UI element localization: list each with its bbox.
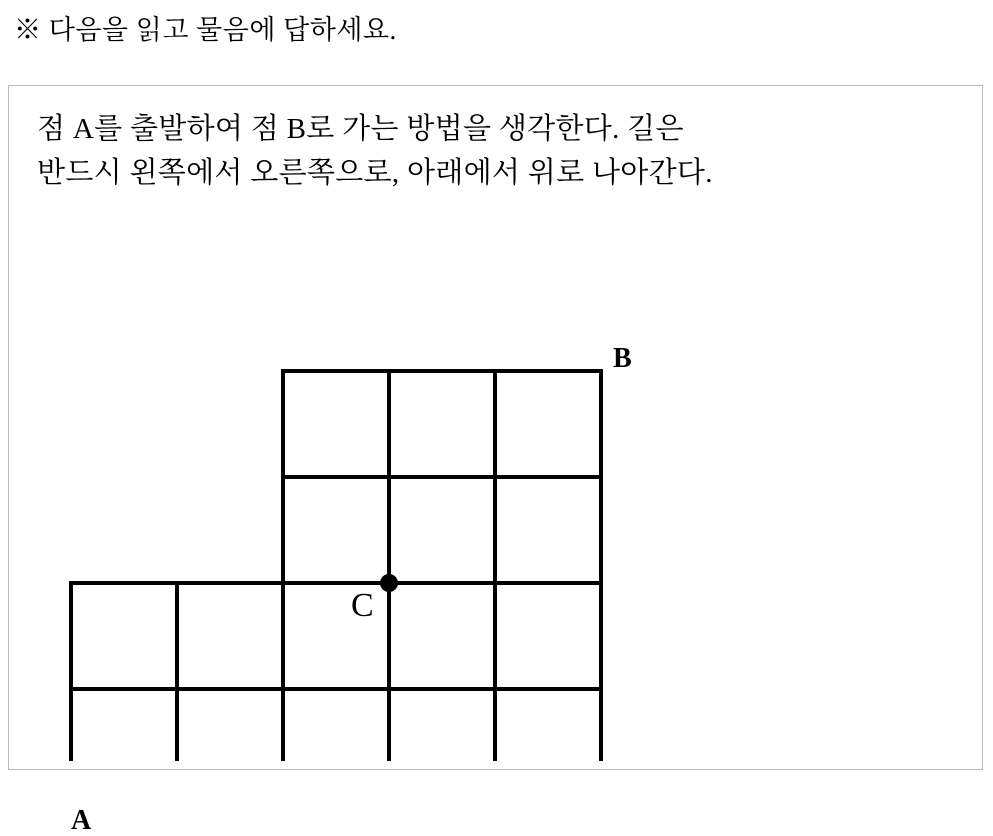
instruction-text: ※ 다음을 읽고 물음에 답하세요.: [14, 15, 397, 45]
grid-diagram-svg: [9, 241, 982, 761]
label-a: A: [71, 805, 92, 836]
label-c: C: [351, 587, 374, 624]
point-c-marker: [380, 574, 398, 592]
problem-box: [8, 85, 983, 836]
problem-line-2: 반드시 왼쪽에서 오른쪽으로, 아래에서 위로 나아간다.: [37, 156, 713, 189]
problem-line-1: 점 A를 출발하여 점 B로 가는 방법을 생각한다. 길은: [37, 113, 684, 145]
grid-figure: [9, 241, 982, 836]
label-b: B: [613, 343, 632, 374]
problem-statement: [37, 108, 957, 195]
